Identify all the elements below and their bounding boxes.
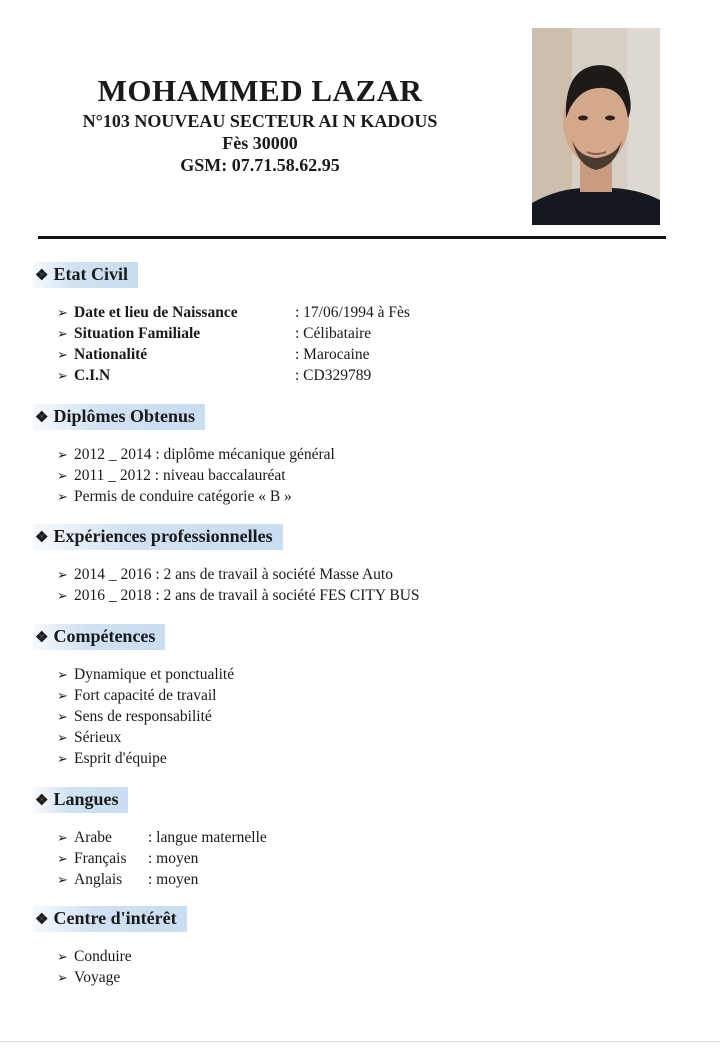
diamond-bullet-icon: ❖ (35, 912, 49, 928)
section-experiences (33, 524, 420, 606)
portrait-image (532, 28, 660, 225)
list-item: ➢ Voyage (57, 969, 121, 986)
diamond-bullet-icon: ❖ (35, 793, 49, 809)
list-item: ➢ Sérieux (57, 729, 122, 746)
list-item: ➢ C.I.N : CD329789 (57, 367, 372, 384)
item-list (33, 302, 410, 386)
list-item: ➢ Permis de conduire catégorie « B » (57, 488, 292, 505)
page-bottom-divider (0, 1041, 720, 1042)
list-item: ➢ Nationalité : Marocaine (57, 346, 370, 363)
section-title: ❖ Langues (33, 787, 128, 813)
candidate-name: MOHAMMED LAZAR (97, 73, 423, 108)
phone-line: GSM: 07.71.58.62.95 (180, 155, 340, 175)
arrow-bullet-icon: ➢ (57, 468, 68, 483)
arrow-bullet-icon: ➢ (57, 970, 68, 985)
section-title: ❖ Centre d'intérêt (33, 906, 187, 932)
list-item: ➢ 2016 _ 2018 : 2 ans de travail à société FES CITY BUS (57, 587, 420, 604)
arrow-bullet-icon: ➢ (57, 489, 68, 504)
arrow-bullet-icon: ➢ (57, 830, 68, 845)
list-item: ➢ Arabe : langue maternelle (57, 829, 267, 846)
diamond-bullet-icon: ❖ (35, 268, 49, 284)
section-diplomes (33, 404, 335, 507)
arrow-bullet-icon: ➢ (57, 447, 68, 462)
arrow-bullet-icon: ➢ (57, 368, 68, 383)
list-item: ➢ Dynamique et ponctualité (57, 666, 235, 683)
list-item: ➢ Anglais : moyen (57, 871, 199, 888)
arrow-bullet-icon: ➢ (57, 851, 68, 866)
section-langues (33, 787, 267, 890)
section-competences (33, 624, 234, 769)
arrow-bullet-icon: ➢ (57, 667, 68, 682)
arrow-bullet-icon: ➢ (57, 688, 68, 703)
arrow-bullet-icon: ➢ (57, 730, 68, 745)
item-list (33, 664, 234, 769)
arrow-bullet-icon: ➢ (57, 347, 68, 362)
section-title: ❖ Diplômes Obtenus (33, 404, 205, 430)
profile-photo (532, 28, 660, 225)
arrow-bullet-icon: ➢ (57, 751, 68, 766)
list-item: ➢ 2011 _ 2012 : niveau baccalauréat (57, 467, 286, 484)
arrow-bullet-icon: ➢ (57, 872, 68, 887)
section-title: ❖ Etat Civil (33, 262, 138, 288)
diamond-bullet-icon: ❖ (35, 530, 49, 546)
item-list (33, 827, 267, 890)
diamond-bullet-icon: ❖ (35, 630, 49, 646)
list-item: ➢ 2014 _ 2016 : 2 ans de travail à société Masse Auto (57, 566, 393, 583)
list-item: ➢ Esprit d'équipe (57, 750, 167, 767)
arrow-bullet-icon: ➢ (57, 326, 68, 341)
section-title: ❖ Compétences (33, 624, 165, 650)
list-item: ➢ Conduire (57, 948, 132, 965)
arrow-bullet-icon: ➢ (57, 949, 68, 964)
section-title: ❖ Expériences professionnelles (33, 524, 283, 550)
cv-header (40, 72, 480, 176)
item-list (33, 444, 335, 507)
section-interets (33, 906, 187, 988)
arrow-bullet-icon: ➢ (57, 588, 68, 603)
city-line: Fès 30000 (222, 133, 298, 153)
list-item: ➢ Sens de responsabilité (57, 708, 212, 725)
arrow-bullet-icon: ➢ (57, 305, 68, 320)
address-line: N°103 NOUVEAU SECTEUR AI N KADOUS (82, 111, 438, 131)
arrow-bullet-icon: ➢ (57, 567, 68, 582)
list-item: ➢ Situation Familiale : Célibataire (57, 325, 372, 342)
list-item: ➢ Français : moyen (57, 850, 199, 867)
item-list (33, 946, 187, 988)
list-item: ➢ Fort capacité de travail (57, 687, 217, 704)
list-item: ➢ 2012 _ 2014 : diplôme mécanique général (57, 446, 335, 463)
header-divider (38, 236, 666, 239)
item-list (33, 564, 420, 606)
diamond-bullet-icon: ❖ (35, 410, 49, 426)
section-etat-civil (33, 262, 410, 386)
list-item: ➢ Date et lieu de Naissance : 17/06/1994 à Fès (57, 304, 410, 321)
arrow-bullet-icon: ➢ (57, 709, 68, 724)
